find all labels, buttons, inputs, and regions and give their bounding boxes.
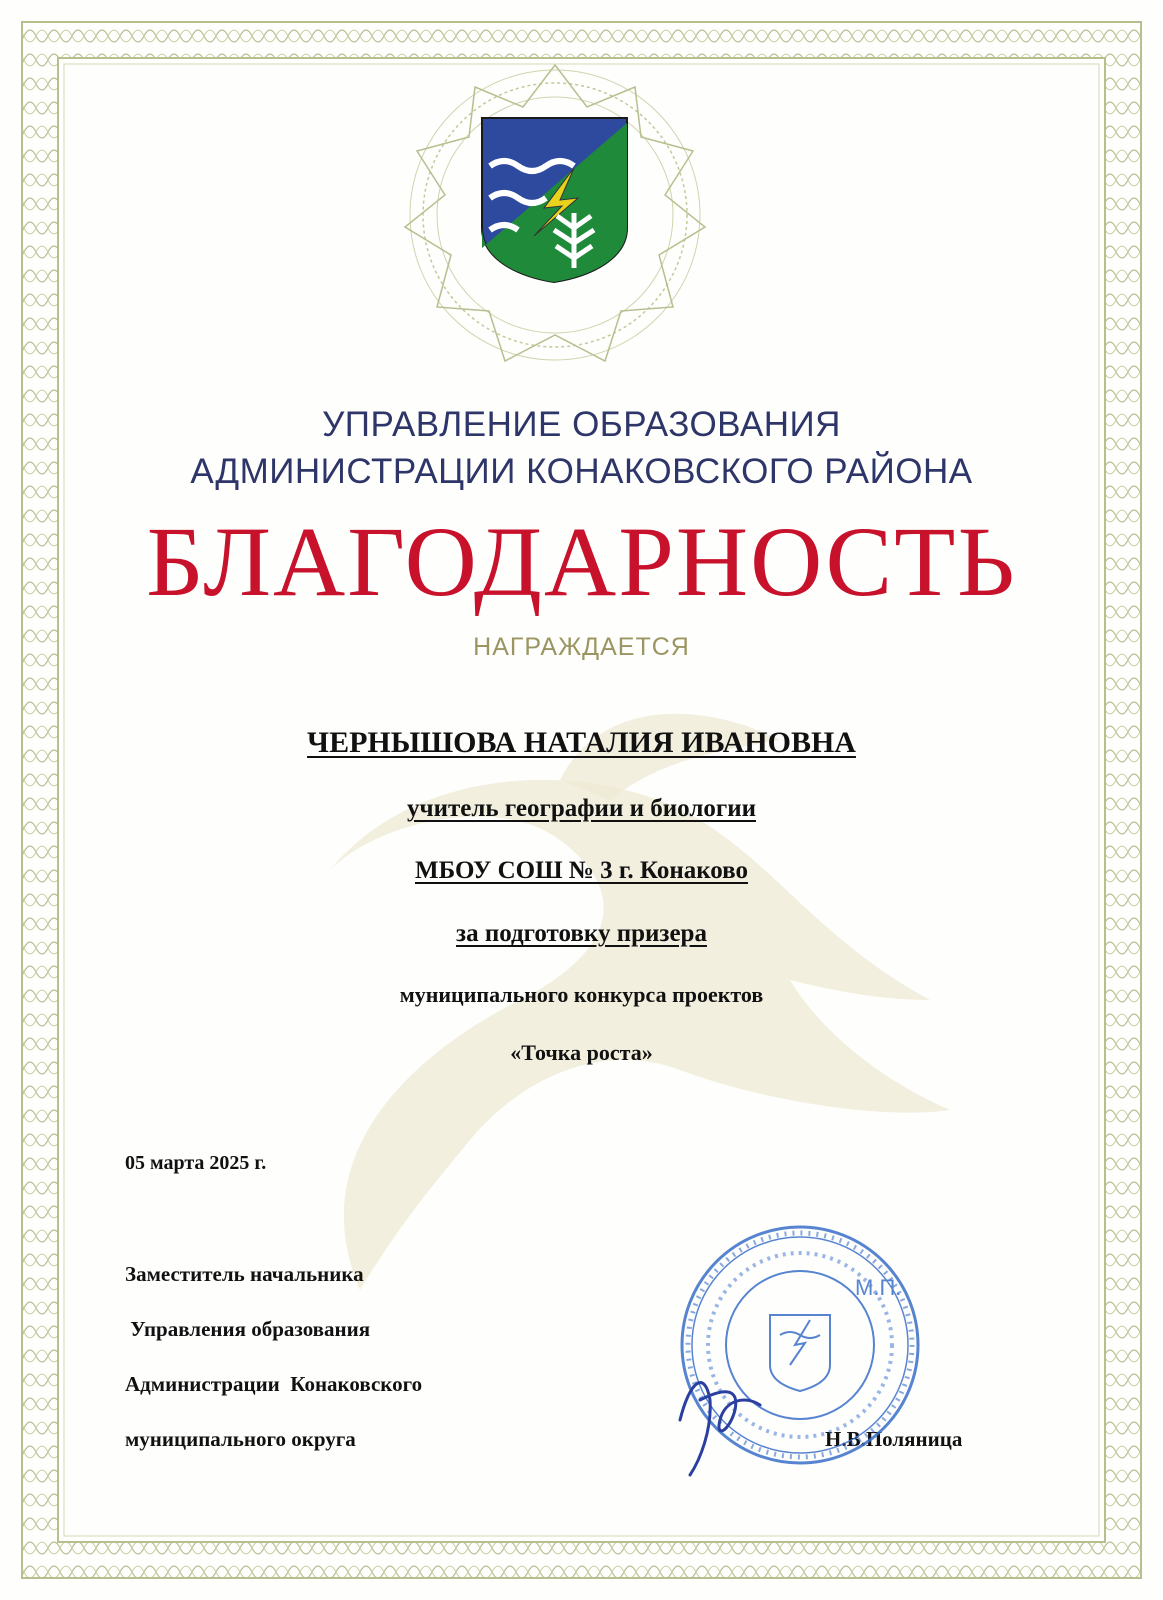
signatory-line-2: Управления образования: [125, 1317, 371, 1341]
header-line-2: АДМИНИСТРАЦИИ КОНАКОВСКОГО РАЙОНА: [190, 452, 973, 491]
contest-name: «Точка роста»: [510, 1040, 653, 1065]
certificate-title: БЛАГОДАРНОСТЬ: [146, 506, 1017, 617]
issue-date: 05 марта 2025 г.: [125, 1152, 267, 1174]
stamp-mark: М.П.: [855, 1275, 902, 1300]
signatory-line-4: муниципального округа: [125, 1427, 356, 1451]
header-line-1: УПРАВЛЕНИЕ ОБРАЗОВАНИЯ: [322, 405, 841, 444]
awarded-label: НАГРАЖДАЕТСЯ: [473, 633, 690, 661]
recipient-name: ЧЕРНЫШОВА НАТАЛИЯ ИВАНОВНА: [307, 726, 856, 759]
recipient-position: учитель географии и биологии: [406, 795, 757, 822]
recipient-school: МБОУ СОШ № 3 г. Конаково: [414, 857, 749, 884]
award-reason: за подготовку призера: [456, 920, 707, 947]
contest-description: муниципального конкурса проектов: [399, 982, 764, 1007]
signatory-line-1: Заместитель начальника: [125, 1262, 364, 1286]
rosette-ornament: [405, 65, 705, 361]
signatory-line-3: Администрации Конаковского: [125, 1372, 423, 1396]
signatory-name: Н.В.Поляница: [825, 1427, 963, 1451]
